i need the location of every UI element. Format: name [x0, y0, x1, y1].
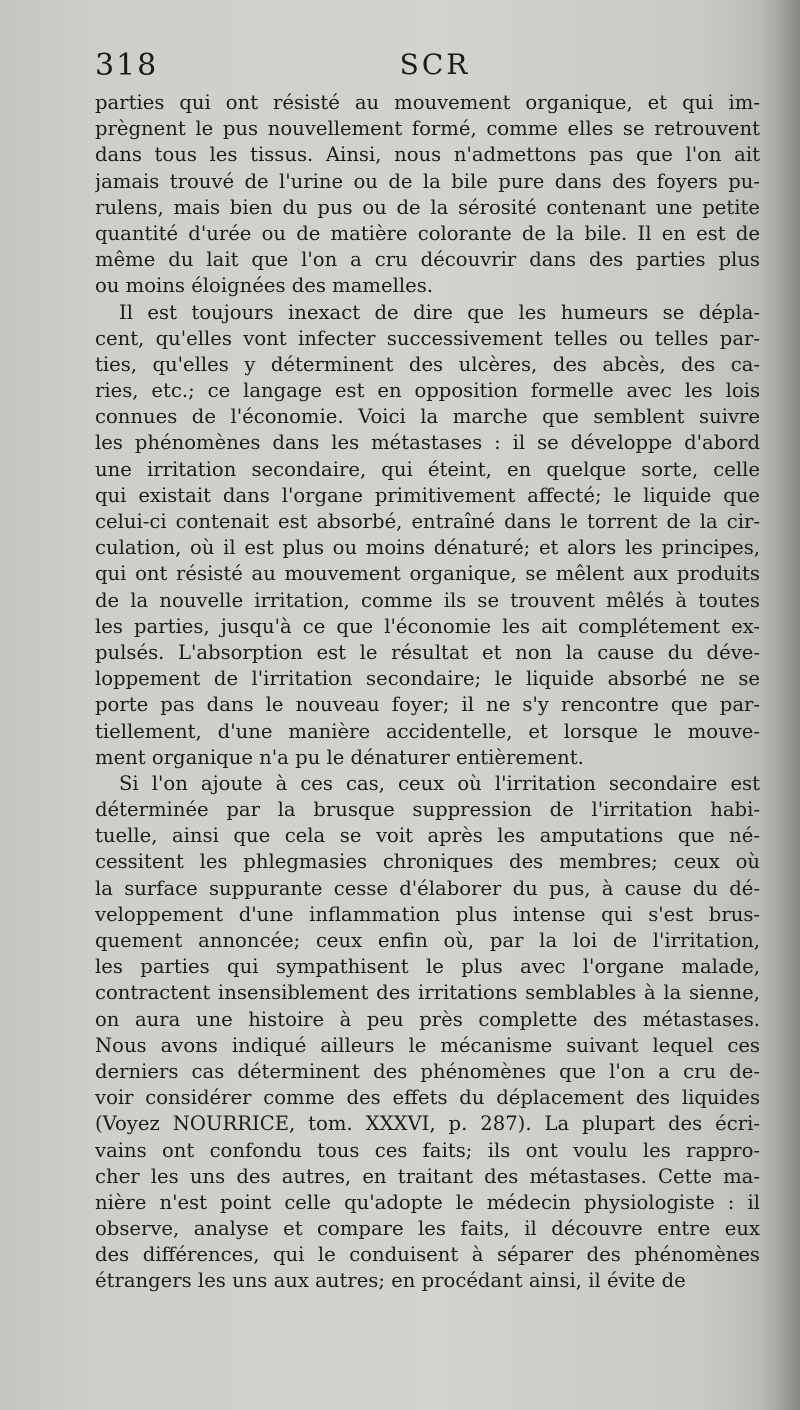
- text-line: nière n'est point celle qu'adopte le médecin physiologiste : il: [95, 1190, 760, 1214]
- text-line: qui ont résisté au mouvement organique, se mêlent aux produits: [95, 562, 760, 586]
- text-line: vains ont confondu tous ces faits; ils ont voulu les rappro-: [95, 1138, 760, 1162]
- text-line: tiellement, d'une manière accidentelle, et lorsque le mouve-: [95, 719, 760, 743]
- text-line: loppement de l'irritation secondaire; le liquide absorbé ne se: [95, 667, 760, 691]
- text-line: les parties qui sympathisent le plus avec l'organe malade,: [95, 955, 760, 979]
- text-line: prègnent le pus nouvellement formé, comme elles se retrouvent: [95, 117, 760, 141]
- text-line: une irritation secondaire, qui éteint, en quelque sorte, celle: [95, 457, 760, 481]
- running-head: SCR: [399, 48, 471, 81]
- text-line: étrangers les uns aux autres; en procédant ainsi, il évite de: [95, 1269, 686, 1293]
- text-line: culation, où il est plus ou moins dénaturé; et alors les principes,: [95, 536, 760, 560]
- paragraph: [95, 90, 760, 300]
- page-header: [95, 48, 760, 90]
- text-line: qui existait dans l'organe primitivement affecté; le liquide que: [95, 483, 760, 507]
- text-line: on aura une histoire à peu près complette des métastases.: [95, 1007, 760, 1031]
- text-line: Si l'on ajoute à ces cas, ceux où l'irritation secondaire est: [119, 771, 760, 795]
- page-number: 318: [95, 48, 159, 83]
- text-line: veloppement d'une inflammation plus intense qui s'est brus-: [95, 902, 760, 926]
- text-line: celui-ci contenait est absorbé, entraîné dans le torrent de la cir-: [95, 510, 760, 533]
- text-line: ties, qu'elles y déterminent des ulcères, des abcès, des ca-: [95, 352, 760, 376]
- text-line: voir considérer comme des effets du déplacement des liquides: [95, 1086, 760, 1110]
- text-line: connues de l'économie. Voici la marche que semblent suivre: [95, 405, 760, 429]
- text-line: quantité d'urée ou de matière colorante de la bile. Il en est de: [95, 221, 760, 245]
- text-line: contractent insensiblement des irritations semblables à la sienne,: [95, 981, 760, 1005]
- text-line: cessitent les phlegmasies chroniques des membres; ceux où: [95, 850, 760, 874]
- text-line: rulens, mais bien du pus ou de la sérosité contenant une petite: [95, 195, 760, 219]
- text-line: cent, qu'elles vont infecter successivement telles ou telles par-: [95, 326, 760, 350]
- text-line: même du lait que l'on a cru découvrir dans des parties plus: [95, 248, 760, 272]
- paragraph: [95, 771, 760, 1295]
- text-line: ries, etc.; ce langage est en opposition formelle avec les lois: [95, 379, 760, 403]
- text-line: jamais trouvé de l'urine ou de la bile pure dans des foyers pu-: [95, 169, 760, 193]
- text-line: quement annoncée; ceux enfin où, par la loi de l'irritation,: [95, 929, 760, 952]
- text-line: déterminée par la brusque suppression de l'irritation habi-: [95, 798, 760, 822]
- text-line: pulsés. L'absorption est le résultat et non la cause du déve-: [95, 640, 760, 664]
- text-line: porte pas dans le nouveau foyer; il ne s'y rencontre que par-: [95, 693, 760, 717]
- text-line: de la nouvelle irritation, comme ils se trouvent mêlés à toutes: [95, 588, 760, 612]
- text-line: Il est toujours inexact de dire que les humeurs se dépla-: [119, 300, 760, 324]
- text-line: ment organique n'a pu le dénaturer entièrement.: [95, 745, 584, 769]
- text-line: des différences, qui le conduisent à séparer des phénomènes: [95, 1243, 760, 1267]
- text-line: observe, analyse et compare les faits, il découvre entre eux: [95, 1217, 760, 1241]
- text-line: (Voyez NOURRICE, tom. XXXVI, p. 287). La plupart des écri-: [95, 1112, 760, 1136]
- text-line: la surface suppurante cesse d'élaborer du pus, à cause du dé-: [95, 876, 760, 900]
- text-line: dans tous les tissus. Ainsi, nous n'admettons pas que l'on ait: [95, 143, 760, 167]
- text-line: parties qui ont résisté au mouvement organique, et qui im-: [95, 91, 760, 114]
- text-line: les parties, jusqu'à ce que l'économie les ait complétement ex-: [95, 614, 760, 638]
- text-line: tuelle, ainsi que cela se voit après les amputations que né-: [95, 824, 760, 848]
- text-line: les phénomènes dans les métastases : il se développe d'abord: [95, 431, 760, 455]
- body-text: [95, 90, 760, 1295]
- text-line: derniers cas déterminent des phénomènes que l'on a cru de-: [95, 1059, 760, 1083]
- page-edge-shadow: [760, 0, 800, 1410]
- text-line: Nous avons indiqué ailleurs le mécanisme suivant lequel ces: [95, 1033, 760, 1057]
- text-line: ou moins éloignées des mamelles.: [95, 274, 434, 298]
- text-line: cher les uns des autres, en traitant des métastases. Cette ma-: [95, 1164, 760, 1188]
- paragraph: [95, 300, 760, 771]
